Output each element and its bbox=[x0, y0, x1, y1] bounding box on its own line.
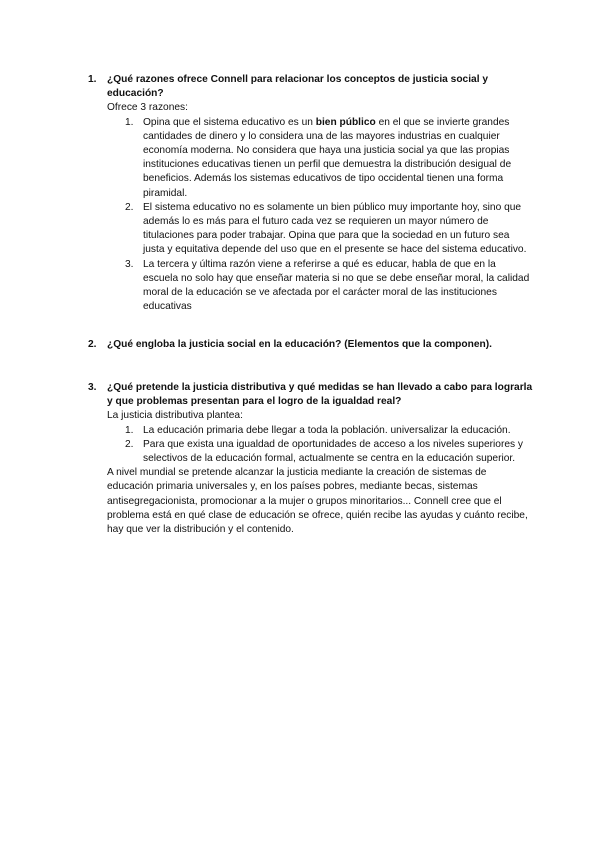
list-item-number: 3. bbox=[125, 258, 134, 270]
list-item-text: La educación primaria debe llegar a toda la población. universalizar la educación. bbox=[143, 424, 511, 436]
list-item-text-end: en el que se invierte grandes cantidades de dinero y lo considera una de las mayores industrias en cualquier economía moderna. No considera que haya una justicia social ya que las propias instituciones educativas tienen un perfil que demuestra la distribución desigual de beneficios. Además los sistemas educativos de tipo occidental tienen una forma piramidal. bbox=[143, 116, 512, 199]
list-item-text: Para que exista una igualdad de oportunidades de acceso a los niveles superiores y selectivos de la educación formal, actualmente se centra en la educación superior. bbox=[143, 438, 524, 465]
list-item bbox=[107, 258, 533, 315]
list-item bbox=[107, 424, 533, 438]
list-item-number: 1. bbox=[125, 424, 134, 436]
question-1 bbox=[88, 73, 533, 314]
closing-paragraph: A nivel mundial se pretende alcanzar la justicia mediante la creación de sistemas de educación primaria universales y, en los países pobres, mediante becas, sistemas antisegregacionista, promocionar a la mujer o grupos minoritarios... Connell cree que el problema está en qué clase de educación se ofrece, quién recibe las ayudas y cuánto recibe, hay que ver la distribución y el contenido. bbox=[107, 467, 528, 536]
question-title: ¿Qué razones ofrece Connell para relacionar los conceptos de justicia social y educación? bbox=[107, 74, 489, 100]
list-item-number: 2. bbox=[125, 438, 134, 450]
list-item-number: 2. bbox=[125, 201, 134, 213]
list-item bbox=[107, 116, 533, 201]
question-intro: La justicia distributiva plantea: bbox=[107, 410, 243, 422]
list-item bbox=[107, 438, 533, 466]
question-intro: Ofrece 3 razones: bbox=[107, 102, 188, 114]
proposals-list bbox=[107, 424, 533, 467]
question-2 bbox=[88, 338, 533, 352]
question-title: ¿Qué engloba la justicia social en la educación? (Elementos que la componen). bbox=[107, 339, 492, 350]
question-number: 3. bbox=[88, 382, 97, 393]
question-number: 1. bbox=[88, 74, 97, 85]
list-item-bold-term: bien público bbox=[315, 116, 376, 128]
question-3 bbox=[88, 381, 533, 537]
question-title: ¿Qué pretende la justicia distributiva y qué medidas se han llevado a cabo para lograrla y que problemas presentan para el logro de la igualdad real? bbox=[107, 382, 533, 408]
question-number: 2. bbox=[88, 339, 97, 350]
list-item-number: 1. bbox=[125, 116, 134, 128]
list-item bbox=[107, 201, 533, 258]
reasons-list bbox=[107, 116, 533, 315]
list-item-text-start: Opina que el sistema educativo es un bbox=[143, 116, 316, 128]
list-item-text: El sistema educativo no es solamente un bien público muy importante hoy, sino que además lo es más para el futuro cada vez se requieren un mayor número de titulaciones para poder trabajar. Opina que para que la sociedad en un futuro sea justa y equitativa depende del uso que en el presente se hace del sistema educativo. bbox=[143, 201, 527, 256]
list-item-text: La tercera y última razón viene a referirse a qué es educar, habla de que en la escuela no solo hay que enseñar materia si no que se debe enseñar moral, la calidad moral de la educación se ve afectada por el carácter moral de las instituciones educativas bbox=[143, 258, 530, 313]
